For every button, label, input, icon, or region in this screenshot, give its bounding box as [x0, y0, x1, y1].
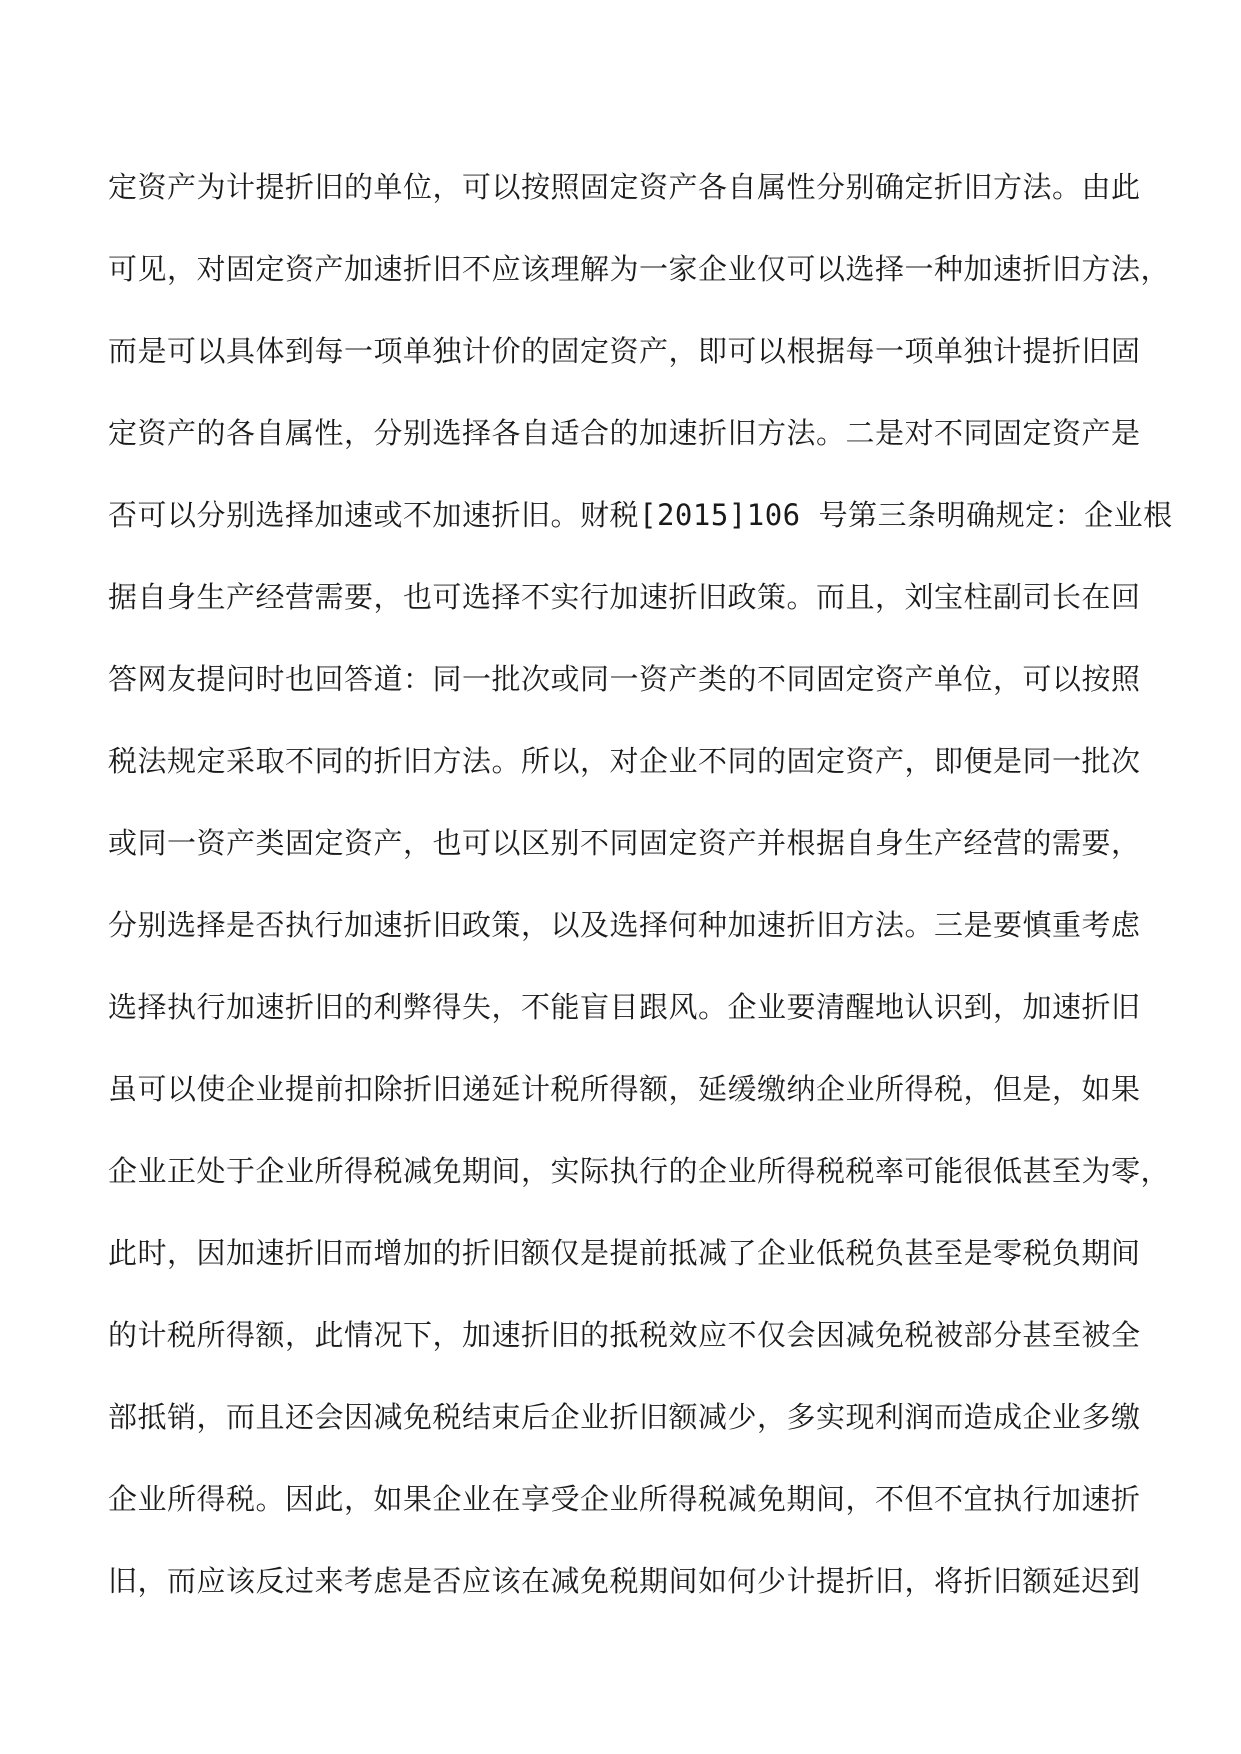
text-line: 部抵销，而且还会因减免税结束后企业折旧额减少，多实现利润而造成企业多缴	[108, 1400, 1141, 1434]
text-line: 虽可以使企业提前扣除折旧递延计税所得额，延缓缴纳企业所得税，但是，如果	[108, 1072, 1141, 1106]
text-line: 此时，因加速折旧而增加的折旧额仅是提前抵减了企业低税负甚至是零税负期间	[108, 1236, 1141, 1270]
text-line: 税法规定采取不同的折旧方法。所以，对企业不同的固定资产，即便是同一批次	[108, 744, 1141, 778]
text-line: 定资产的各自属性，分别选择各自适合的加速折旧方法。二是对不同固定资产是	[108, 416, 1141, 450]
text-line: 或同一资产类固定资产，也可以区别不同固定资产并根据自身生产经营的需要，	[108, 826, 1141, 860]
text-line: 答网友提问时也回答道：同一批次或同一资产类的不同固定资产单位，可以按照	[108, 662, 1141, 696]
text-line: 而是可以具体到每一项单独计价的固定资产，即可以根据每一项单独计提折旧固	[108, 334, 1141, 368]
text-line: 企业所得税。因此，如果企业在享受企业所得税减免期间，不但不宜执行加速折	[108, 1482, 1141, 1516]
text-line: 分别选择是否执行加速折旧政策，以及选择何种加速折旧方法。三是要慎重考虑	[108, 908, 1141, 942]
body-text	[108, 162, 1173, 1638]
text-line: 企业正处于企业所得税减免期间，实际执行的企业所得税税率可能很低甚至为零，	[108, 1154, 1171, 1188]
text-line: 选择执行加速折旧的利弊得失，不能盲目跟风。企业要清醒地认识到，加速折旧	[108, 990, 1141, 1024]
text-line: 否可以分别选择加速或不加速折旧。财税[2015]106 号第三条明确规定：企业根	[108, 498, 1173, 532]
text-line: 定资产为计提折旧的单位，可以按照固定资产各自属性分别确定折旧方法。由此	[108, 170, 1141, 204]
text-line: 可见，对固定资产加速折旧不应该理解为一家企业仅可以选择一种加速折旧方法，	[108, 252, 1171, 286]
text-line: 的计税所得额，此情况下，加速折旧的抵税效应不仅会因减免税被部分甚至被全	[108, 1318, 1141, 1352]
text-line: 据自身生产经营需要，也可选择不实行加速折旧政策。而且，刘宝柱副司长在回	[108, 580, 1141, 614]
text-line: 旧，而应该反过来考虑是否应该在减免税期间如何少计提折旧，将折旧额延迟到	[108, 1564, 1141, 1598]
